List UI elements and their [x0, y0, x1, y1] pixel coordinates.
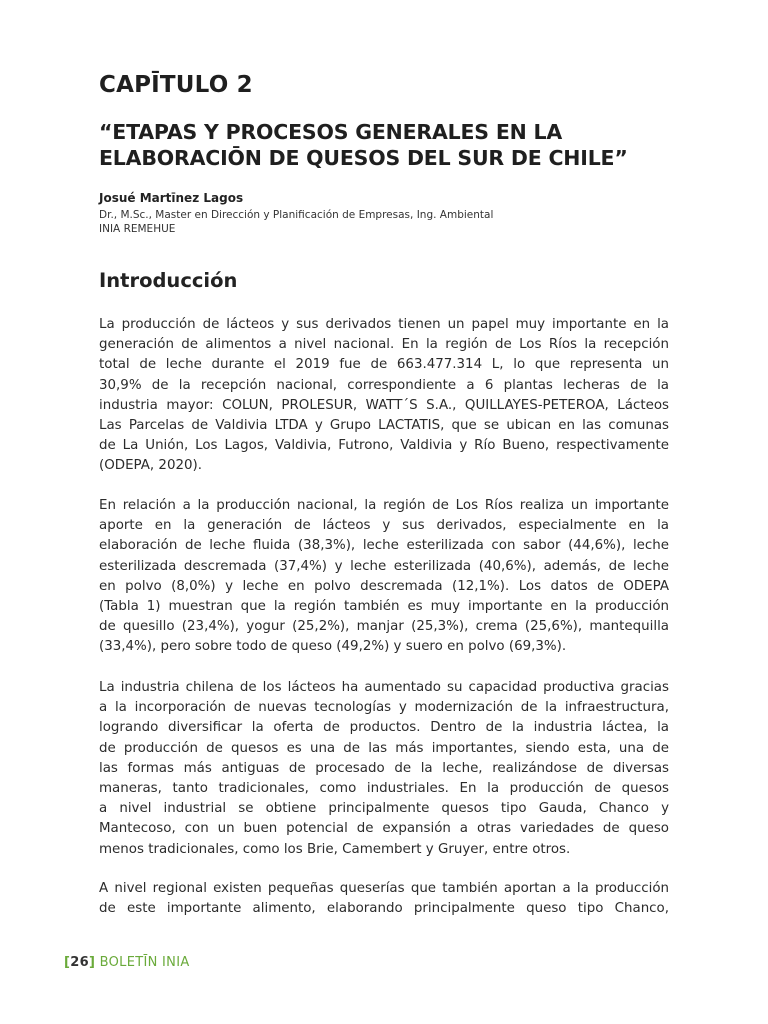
paragraph-line: de La Unión, Los Lagos, Valdivia, Futrono, Valdivia y Río Bueno, respectivamente: [99, 438, 669, 454]
paragraph: [99, 879, 669, 919]
author-credentials: Dr., M.Sc., Master en Dirección y Planificación de Empresas, Ing. Ambiental: [99, 209, 494, 221]
paragraph-line: maneras, tanto tradicionales, como industriales. En la producción de quesos: [99, 781, 669, 797]
footer-bracket: ]: [88, 955, 96, 970]
paragraph-line: Las Parcelas de Valdivia LTDA y Grupo LACTATIS, que se ubican en las comunas: [99, 418, 669, 434]
paragraph-line: La producción de lácteos y sus derivados tienen un papel muy importante en la: [99, 317, 669, 332]
paragraph-line: menos tradicionales, como los Brie, Camembert y Gruyer, entre otros.: [99, 841, 571, 857]
paragraph-line: (33,4%), pero sobre todo de queso (49,2%) y suero en polvo (69,3%).: [99, 639, 567, 655]
paragraph-line: generación de alimentos a nivel nacional. En la región de Los Ríos la recepción: [99, 337, 669, 353]
paragraph-line: La industria chilena de los lácteos ha aumentado su capacidad productiva gracias: [99, 680, 669, 695]
paragraph-line: en polvo (8,0%) y leche en polvo descremada (12,1%). Los datos de ODEPA: [99, 578, 669, 594]
paragraph: [99, 678, 669, 860]
paragraph-line: industria mayor: COLUN, PROLESUR, WATT´S S.A., QUILLAYES-PETEROA, Lácteos: [99, 397, 669, 413]
paragraph-line: a la incorporación de nuevas tecnologías y modernización de la infraestructura,: [99, 700, 669, 716]
paragraph-line: las formas más antiguas de procesado de la leche, realizándose de diversas: [99, 760, 669, 776]
paragraph-line: esterilizada descremada (37,4%) y leche esterilizada (40,6%), además, de leche: [99, 558, 669, 574]
paragraph-line: logrando diversificar la oferta de productos. Dentro de la industria láctea, la: [99, 720, 669, 736]
paragraph-line: elaboración de leche fluida (38,3%), leche esterilizada con sabor (44,6%), leche: [99, 538, 669, 554]
paragraph-line: (Tabla 1) muestran que la región también es muy importante en la producción: [99, 599, 669, 615]
paragraph-line: de este importante alimento, elaborando principalmente queso tipo Chanco,: [99, 901, 669, 917]
chapter-label: CAPĪTULO 2: [99, 72, 253, 98]
paragraph-line: de producción de quesos es una de las más importantes, siendo esta, una de: [99, 740, 669, 756]
publication-name: BOLETĪN INIA: [99, 955, 190, 970]
paragraph-line: aporte en la generación de lácteos y sus derivados, especialmente en la: [99, 518, 669, 534]
section-heading: Introducción: [99, 269, 238, 292]
page-number: 26: [70, 955, 89, 970]
chapter-title: [99, 119, 699, 171]
author-institution: INIA REMEHUE: [99, 223, 176, 235]
paragraph-line: A nivel regional existen pequeñas queserías que también aportan a la producción: [99, 881, 669, 896]
paragraph: [99, 496, 669, 658]
author-name: Josué Martīnez Lagos: [99, 191, 244, 205]
paragraph-line: (ODEPA, 2020).: [99, 458, 202, 474]
paragraph-line: 30,9% de la recepción nacional, correspondiente a 6 plantas lecheras de la: [99, 377, 669, 393]
paragraph-line: total de leche durante el 2019 fue de 663.477.314 L, lo que representa un: [99, 357, 669, 373]
chapter-title-line: ELABORACIŌN DE QUESOS DEL SUR DE CHILE”: [99, 146, 628, 170]
paragraph-line: de quesillo (23,4%), yogur (25,2%), manjar (25,3%), crema (25,6%), mantequilla: [99, 619, 669, 635]
footer-bracket: [: [64, 955, 71, 970]
page-footer: [64, 955, 190, 970]
paragraph-line: En relación a la producción nacional, la región de Los Ríos realiza un importante: [99, 498, 669, 513]
paragraph: [99, 315, 669, 477]
paragraph-line: a nivel industrial se obtiene principalmente quesos tipo Gauda, Chanco y: [99, 801, 669, 817]
paragraph-line: Mantecoso, con un buen potencial de expansión a otras variedades de queso: [99, 821, 669, 837]
chapter-title-line: “ETAPAS Y PROCESOS GENERALES EN LA: [99, 120, 563, 144]
